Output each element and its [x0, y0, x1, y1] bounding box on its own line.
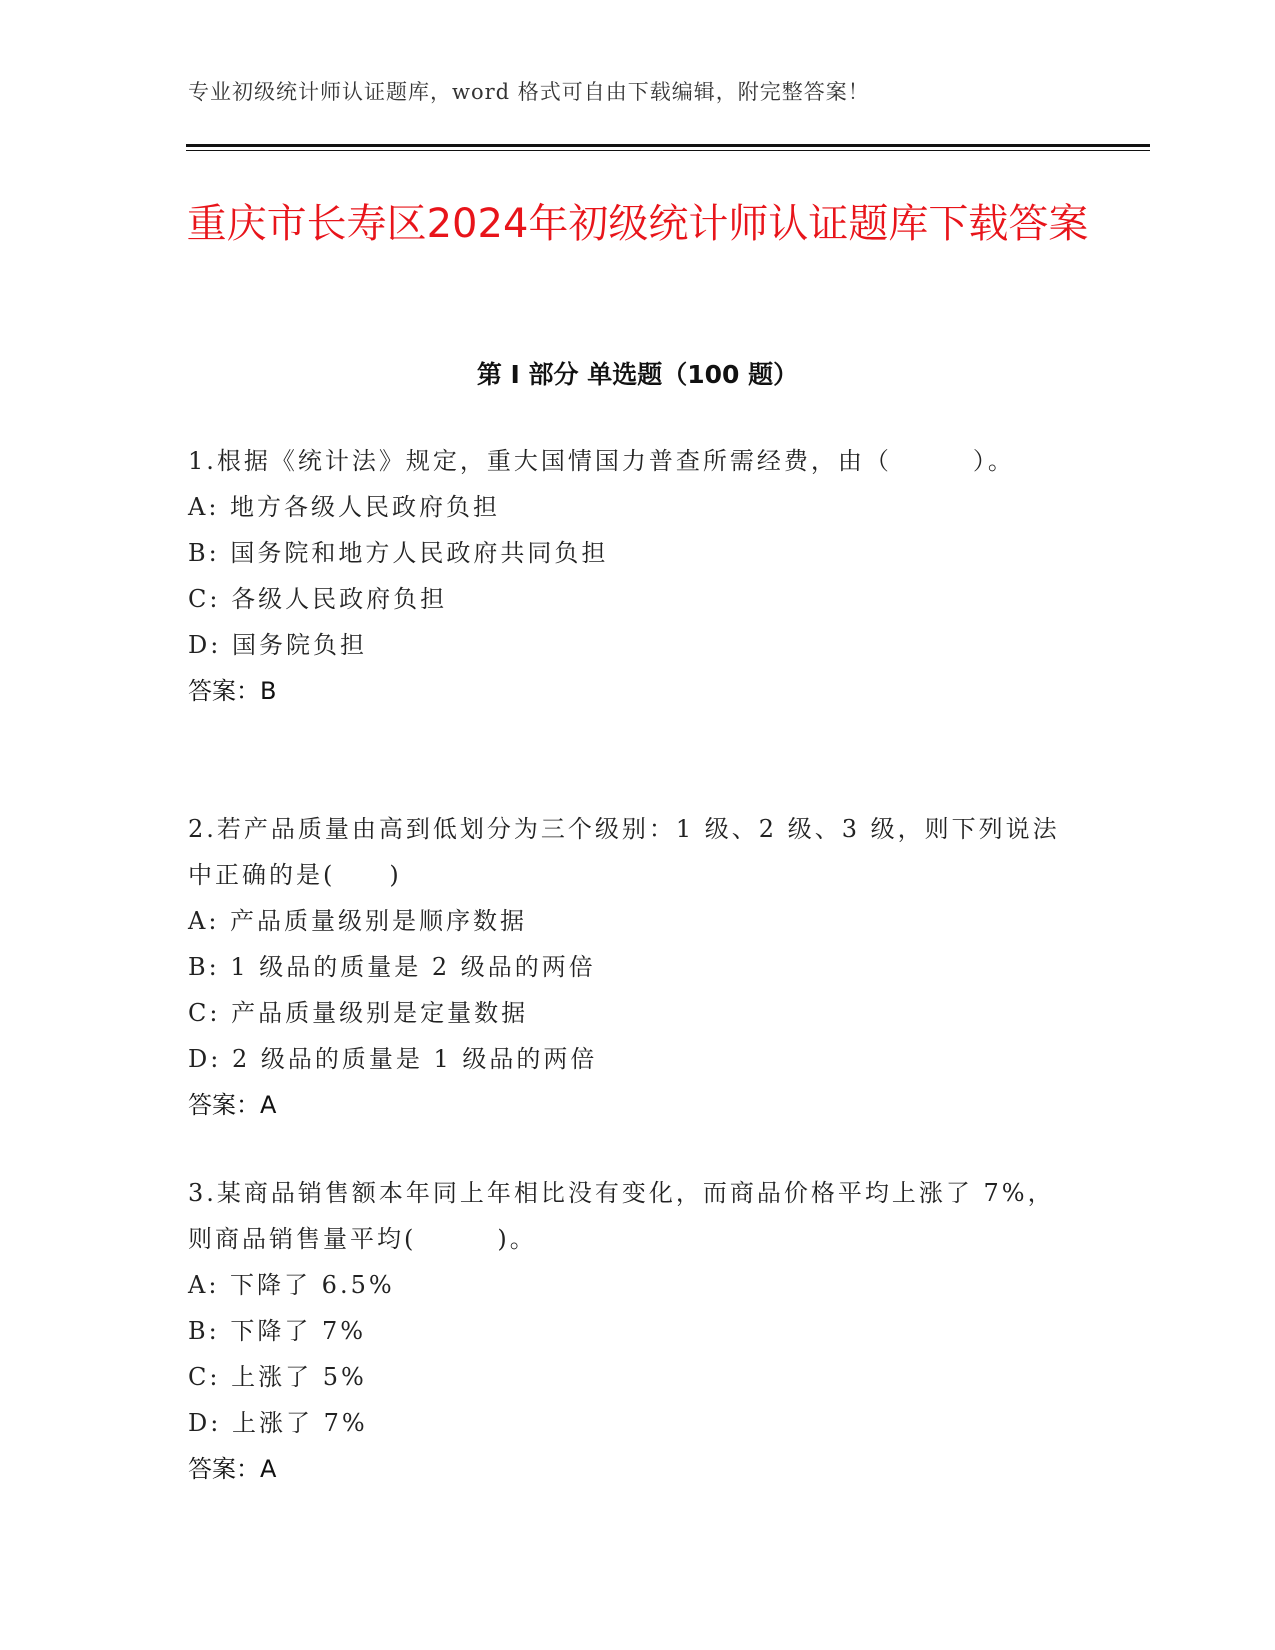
answer-line: 答案：A: [188, 1455, 277, 1483]
question-stem: 2.若产品质量由高到低划分为三个级别：1 级、2 级、3 级，则下列说法中正确的是( ): [188, 815, 1060, 889]
option-d: D: 2 级品的质量是 1 级品的两倍: [188, 1045, 598, 1073]
option-b: B: 1 级品的质量是 2 级品的两倍: [188, 953, 596, 981]
option-b: B: 下降了 7%: [188, 1317, 367, 1345]
question-2: [188, 806, 1068, 1128]
answer-line: 答案：A: [188, 1091, 277, 1119]
question-stem: 3.某商品销售额本年同上年相比没有变化，而商品价格平均上涨了 7%，则商品销售量平均( )。: [188, 1179, 1055, 1253]
header-divider-thick: [186, 144, 1150, 147]
option-d: D: 上涨了 7%: [188, 1409, 368, 1437]
header-divider-thin: [186, 150, 1150, 151]
option-c: C: 各级人民政府负担: [188, 585, 448, 613]
option-list: [188, 1262, 1068, 1446]
option-c: C: 上涨了 5%: [188, 1363, 367, 1391]
option-list: [188, 484, 1068, 668]
question-stem: 1.根据《统计法》规定，重大国情国力普查所需经费，由（ ）。: [188, 447, 1015, 475]
option-a: A: 下降了 6.5%: [188, 1271, 395, 1299]
document-title: 重庆市长寿区2024年初级统计师认证题库下载答案: [186, 201, 1089, 247]
option-d: D: 国务院负担: [188, 631, 367, 659]
section-heading: 第 I 部分 单选题（100 题）: [476, 360, 799, 389]
option-b: B: 国务院和地方人民政府共同负担: [188, 539, 609, 567]
answer-line: 答案：B: [188, 677, 277, 705]
option-list: [188, 898, 1068, 1082]
option-a: A: 产品质量级别是顺序数据: [188, 907, 528, 935]
header-note: 专业初级统计师认证题库，word 格式可自由下载编辑，附完整答案！: [188, 80, 870, 104]
option-a: A: 地方各级人民政府负担: [188, 493, 501, 521]
option-c: C: 产品质量级别是定量数据: [188, 999, 529, 1027]
question-3: [188, 1170, 1068, 1492]
question-1: [188, 438, 1068, 714]
